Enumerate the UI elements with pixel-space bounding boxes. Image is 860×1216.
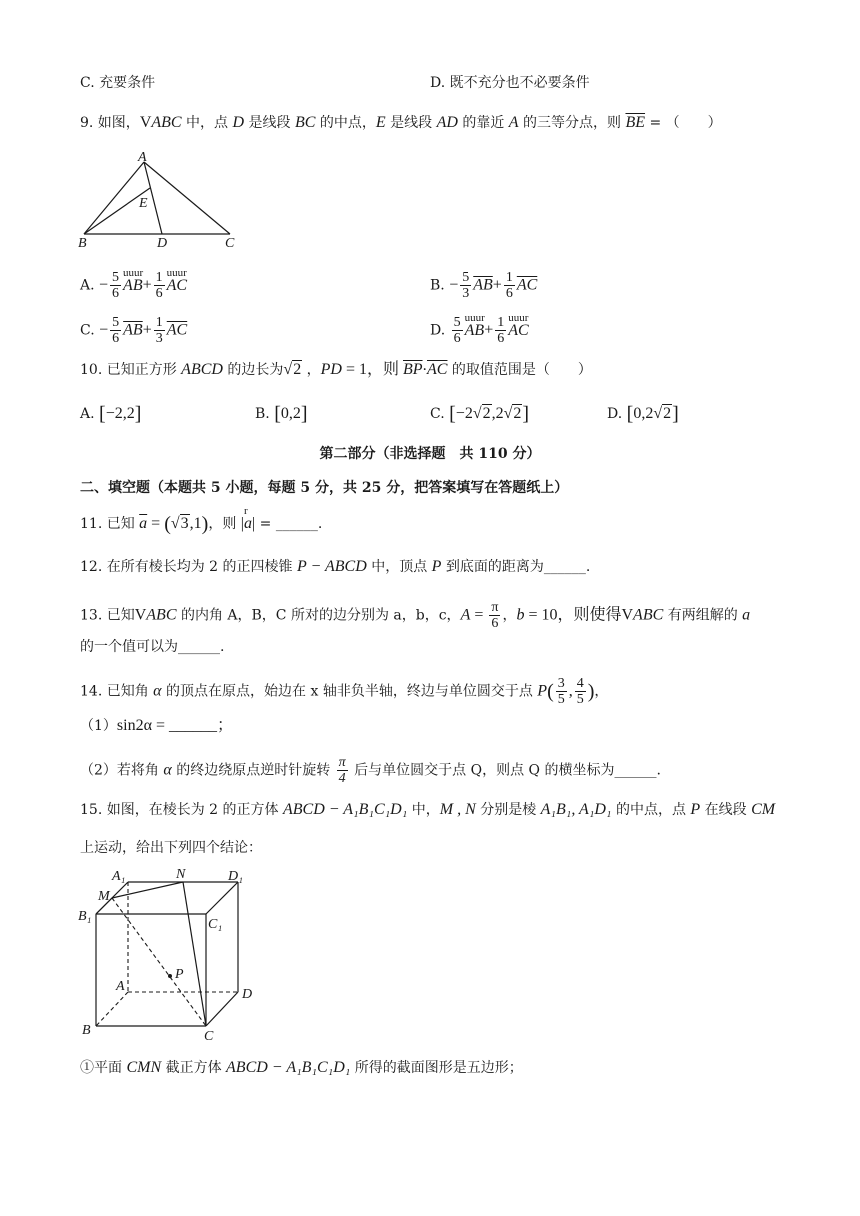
q12: 12. 在所有棱长均为 2 的正四棱锥 P − ABCD 中，顶点 P 到底面的距离为______.	[80, 558, 591, 575]
q9-option-d: D. $\frac{5}{6}$ uuur AB+ $\frac{1}{6}$ uuur AC	[430, 311, 529, 346]
fig9-label-d: D	[157, 236, 168, 250]
q15-cube-figure	[76, 862, 262, 1042]
q13-line2: 的一个值可以为______.	[80, 639, 225, 655]
q10-stem: 10. 已知正方形 ABCD 的边长为√2 ，PD = 1，则 $\overline{BP}\cdot\overline{AC}$ 的取值范围是（ ）	[80, 361, 592, 378]
fig15-label-a1: A₁	[112, 869, 126, 884]
q15-line2: 上运动，给出下列四个结论：	[80, 840, 262, 856]
q15-stem: 15. 如图，在棱长为 2 的正方体 ABCD − A₁B₁C₁D₁ 中，M , N 分别是棱 A₁B₁, A₁D₁ 的中点，点 P 在线段 CM	[80, 801, 776, 818]
q10-option-d: D. [0,2√2]	[607, 403, 679, 425]
fig15-label-b1: B₁	[78, 909, 92, 924]
q9-triangle-figure	[76, 150, 248, 250]
fig9-label-c: C	[225, 236, 235, 250]
q9-option-a: A. − $\frac{5}{6}$ uuur AB+ $\frac{1}{6}$ uuur AC	[80, 266, 188, 301]
q9-option-c: C. − $\frac{5}{6}$ $\overline{AB}+$ $\frac{1}{3}$ $\overline{AC}$	[80, 315, 188, 346]
fig15-label-m: M	[98, 889, 110, 904]
fig15-label-a: A	[116, 979, 125, 994]
q9-option-b: B. − $\frac{5}{3}$ $\overline{AB}+$ $\frac{1}{6}$ $\overline{AC}$	[430, 270, 538, 301]
fig15-label-d: D	[242, 987, 253, 1002]
fig15-label-c1: C₁	[208, 917, 223, 932]
fig15-label-p: P	[175, 967, 184, 982]
fig15-label-n: N	[176, 867, 186, 882]
q13-line1: 13. 已知VABC 的内角 A，B，C 所对的边分别为 a，b，c，A = $\frac{\pi}{6}$ ，b = 10，则使得VABC 有两组解的 a	[80, 600, 751, 631]
point-p-dot	[168, 974, 172, 978]
q14-stem: 14. 已知角 α 的顶点在原点，始边在 x 轴非负半轴，终边与单位圆交于点 P( $\frac{3}{5}$ , $\frac{4}{5}$ )，	[80, 676, 609, 707]
q10-option-b: B. [0,2]	[255, 403, 308, 425]
part2-title: 第二部分（非选择题 共 110 分）	[319, 446, 541, 462]
q15-conclusion-1: ①平面 CMN 截正方体 ABCD − A₁B₁C₁D₁ 所得的截面图形是五边形；	[80, 1059, 523, 1076]
q14-sub2: （2）若将角 α 的终边绕原点逆时针旋转 $\frac{\pi}{4}$ 后与单位圆交于点 Q，则点 Q 的横坐标为______.	[80, 755, 661, 786]
q8-option-d: D. 既不充分也不必要条件	[430, 75, 590, 91]
q11: 11. 已知 $\overline{a} = (√3,1)$，则 | r a| = ______.	[80, 505, 323, 535]
q10-option-a: A. [−2,2]	[80, 403, 142, 425]
fig9-label-b: B	[78, 236, 87, 250]
q9-stem: 9. 如图，VABC 中，点 D 是线段 BC 的中点，E 是线段 AD 的靠近 A 的三等分点，则 $\overline{BE}$ = （ ）	[80, 114, 722, 131]
q8-option-c: C. 充要条件	[80, 75, 156, 91]
fig15-label-b: B	[82, 1023, 91, 1038]
fig15-label-d1: D₁	[228, 869, 243, 884]
q14-sub1: （1）sin2α = ______；	[80, 717, 234, 734]
q10-option-c: C. [−2√2,2√2]	[430, 403, 530, 425]
section2-title: 二、填空题（本题共 5 小题，每题 5 分，共 25 分，把答案填写在答题纸上）	[80, 480, 569, 496]
fig9-label-a: A	[138, 150, 147, 165]
fig15-label-c: C	[204, 1029, 214, 1042]
fig9-label-e: E	[139, 196, 148, 211]
